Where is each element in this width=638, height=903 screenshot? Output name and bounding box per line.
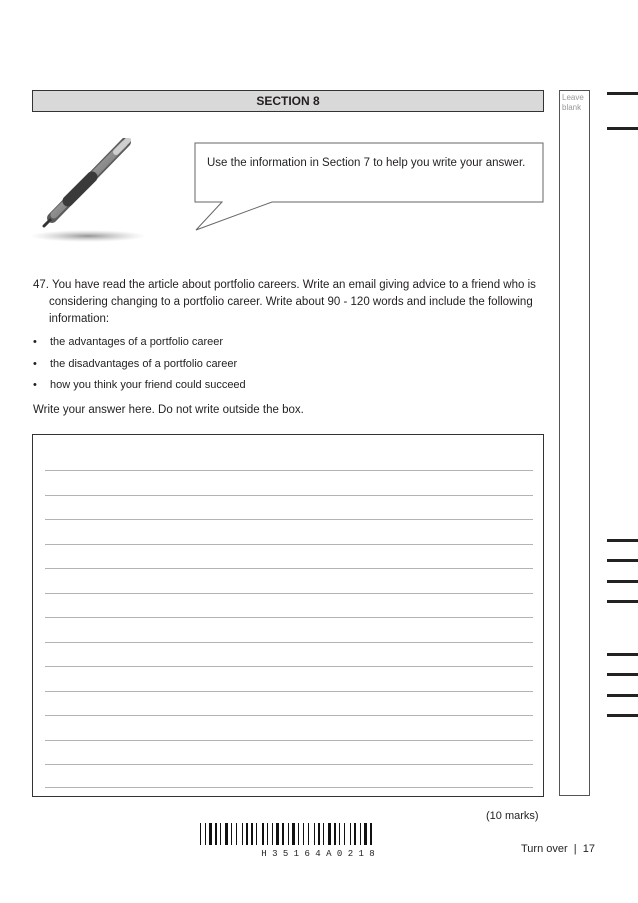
barcode bbox=[198, 823, 438, 857]
margin-tick bbox=[607, 127, 638, 130]
answer-line bbox=[45, 740, 533, 741]
list-item: • how you think your friend could succeed bbox=[33, 375, 553, 397]
turn-over-label: Turn over bbox=[521, 843, 568, 855]
answer-line bbox=[45, 666, 533, 667]
margin-tick bbox=[607, 673, 638, 676]
marks-label: (10 marks) bbox=[486, 810, 539, 822]
list-item: • the advantages of a portfolio career bbox=[33, 332, 553, 354]
answer-line bbox=[45, 787, 533, 788]
margin-tick bbox=[607, 92, 638, 95]
margin-tick bbox=[607, 539, 638, 542]
answer-box[interactable] bbox=[32, 434, 544, 797]
answer-line bbox=[45, 568, 533, 569]
page-number: 17 bbox=[582, 843, 596, 855]
list-item: • the disadvantages of a portfolio career bbox=[33, 354, 553, 376]
question-block bbox=[33, 277, 553, 397]
pen-icon bbox=[28, 138, 148, 248]
margin-tick bbox=[607, 653, 638, 656]
answer-line bbox=[45, 617, 533, 618]
margin-tick bbox=[607, 559, 638, 562]
answer-line bbox=[45, 764, 533, 765]
section-title: SECTION 8 bbox=[32, 90, 544, 112]
answer-instruction: Write your answer here. Do not write outside the box. bbox=[33, 404, 304, 416]
margin-tick bbox=[607, 714, 638, 717]
leave-blank-label: Leave blank bbox=[562, 93, 584, 112]
answer-line bbox=[45, 642, 533, 643]
answer-line bbox=[45, 519, 533, 520]
answer-line bbox=[45, 544, 533, 545]
bullet-list bbox=[33, 332, 553, 397]
margin-tick bbox=[607, 694, 638, 697]
footer-separator: | bbox=[570, 843, 580, 855]
answer-line bbox=[45, 593, 533, 594]
answer-line bbox=[45, 470, 533, 471]
answer-line bbox=[45, 715, 533, 716]
answer-line bbox=[45, 691, 533, 692]
margin-tick bbox=[607, 600, 638, 603]
barcode-text: H 3 5 1 6 4 A 0 2 1 8 bbox=[261, 849, 375, 857]
question-text: 47. You have read the article about portfolio careers. Write an email giving advice to a friend who is considering changing to a portfolio career. Write about 90 - 120 words and include the following information: bbox=[33, 279, 536, 325]
margin-tick bbox=[607, 580, 638, 583]
footer bbox=[521, 843, 595, 855]
answer-line bbox=[45, 495, 533, 496]
leave-blank-column bbox=[559, 90, 590, 796]
hint-text: Use the information in Section 7 to help you write your answer. bbox=[207, 157, 526, 169]
